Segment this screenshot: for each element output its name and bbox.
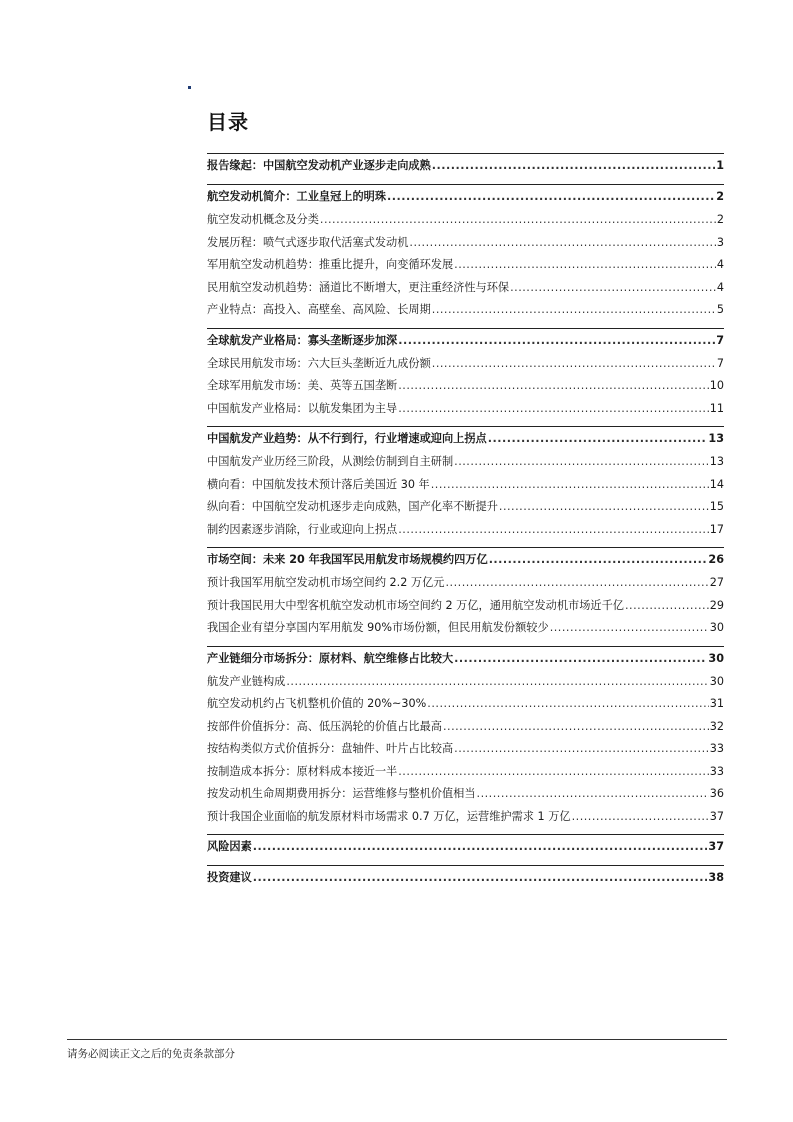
- toc-page-number: 15: [709, 500, 724, 513]
- toc-entry-text: 航空发动机简介：工业皇冠上的明珠: [207, 190, 387, 203]
- toc-dot-leader: [550, 617, 709, 640]
- toc-page-number: 17: [709, 522, 724, 536]
- toc-entry-text: 民用航空发动机趋势：涵道比不断增大，更注重经济性与环保: [207, 280, 510, 294]
- toc-entry-text: 制约因素逐步消除，行业或迎向上拐点: [207, 522, 398, 536]
- toc-page-number: 37: [709, 809, 724, 823]
- toc-entry-text: 纵向看：中国航空发动机逐步走向成熟，国产化率不断提升: [207, 500, 498, 513]
- toc-dot-leader: [443, 716, 709, 739]
- toc-subsection-entry[interactable]: [207, 595, 724, 618]
- toc-dot-leader: [454, 738, 709, 761]
- toc-page-number: 13: [708, 432, 724, 445]
- table-of-contents: [207, 153, 724, 890]
- toc-page-number: 30: [709, 621, 724, 634]
- toc-dot-leader: [625, 595, 709, 618]
- toc-subsection-entry[interactable]: [207, 806, 724, 829]
- toc-entry-text: 全球军用航发市场：美、英等五国垄断: [207, 379, 398, 392]
- toc-entry-text: 预计我国企业面临的航发原材料市场需求 0.7 万亿，运营维护需求 1 万亿: [207, 809, 571, 823]
- toc-subsection-entry[interactable]: [207, 519, 724, 542]
- toc-subsection-entry[interactable]: [207, 299, 724, 322]
- toc-subsection-entry[interactable]: [207, 617, 724, 640]
- toc-dot-leader: [398, 519, 709, 542]
- toc-page-number: 4: [716, 280, 724, 294]
- toc-dot-leader: [431, 474, 709, 497]
- toc-dot-leader: [432, 299, 716, 322]
- toc-dot-leader: [387, 185, 715, 209]
- toc-entry-text: 风险因素: [207, 840, 252, 853]
- toc-dot-leader: [445, 572, 708, 595]
- toc-entry-text: 航空发动机概念及分类: [207, 213, 319, 226]
- toc-subsection-entry[interactable]: [207, 474, 724, 497]
- toc-entry-text: 中国航发产业格局：以航发集团为主导: [207, 401, 398, 415]
- toc-page-number: 14: [709, 477, 724, 491]
- toc-section-entry[interactable]: [207, 866, 724, 890]
- toc-subsection-entry[interactable]: [207, 375, 724, 398]
- toc-subsection-entry[interactable]: [207, 277, 724, 300]
- toc-page-number: 33: [709, 764, 724, 778]
- toc-page-number: 32: [709, 719, 724, 733]
- toc-page-number: 29: [709, 598, 724, 612]
- toc-page-number: 36: [709, 787, 724, 800]
- toc-entry-text: 报告缘起：中国航空发动机产业逐步走向成熟: [207, 159, 431, 172]
- toc-subsection-entry[interactable]: [207, 671, 724, 694]
- toc-dot-leader: [398, 329, 715, 353]
- toc-page-number: 2: [716, 190, 724, 203]
- toc-page-number: 7: [716, 333, 724, 347]
- toc-entry-text: 我国企业有望分享国内军用航发 90%市场份额，但民用航发份额较少: [207, 621, 549, 634]
- toc-page-number: 30: [708, 651, 724, 665]
- toc-subsection-entry[interactable]: [207, 209, 724, 232]
- toc-dot-leader: [286, 671, 708, 694]
- toc-entry-text: 预计我国民用大中型客机航空发动机市场空间约 2 万亿，通用航空发动机市场近千亿: [207, 598, 624, 612]
- toc-page-number: 31: [709, 697, 724, 710]
- toc-dot-leader: [320, 209, 716, 232]
- toc-subsection-entry[interactable]: [207, 232, 724, 255]
- toc-dot-leader: [409, 232, 715, 255]
- toc-subsection-entry[interactable]: [207, 353, 724, 376]
- toc-page-number: 1: [716, 159, 724, 172]
- toc-entry-text: 航空发动机约占飞机整机价值的 20%~30%: [207, 697, 427, 710]
- toc-entry-text: 全球民用航发市场：六大巨头垄断近九成份额: [207, 356, 431, 370]
- toc-page-number: 13: [709, 455, 724, 468]
- toc-dot-leader: [499, 496, 709, 519]
- toc-entry-text: 航发产业链构成: [207, 674, 286, 688]
- footer-disclaimer: 请务必阅读正文之后的免责条款部分: [67, 1048, 235, 1060]
- toc-subsection-entry[interactable]: [207, 783, 724, 806]
- toc-section-entry[interactable]: [207, 548, 724, 572]
- toc-subsection-entry[interactable]: [207, 716, 724, 739]
- toc-subsection-entry[interactable]: [207, 761, 724, 784]
- toc-entry-text: 按发动机生命周期费用拆分：运营维修与整机价值相当: [207, 787, 476, 800]
- toc-subsection-entry[interactable]: [207, 572, 724, 595]
- toc-subsection-entry[interactable]: [207, 451, 724, 474]
- toc-subsection-entry[interactable]: [207, 496, 724, 519]
- toc-dot-leader: [454, 647, 707, 671]
- toc-dot-leader: [454, 451, 709, 474]
- toc-dot-leader: [488, 427, 708, 451]
- toc-dot-leader: [398, 398, 709, 421]
- toc-page-number: 2: [716, 213, 724, 226]
- toc-entry-text: 中国航发产业趋势：从不行到行，行业增速或迎向上拐点: [207, 432, 487, 445]
- toc-entry-text: 横向看：中国航发技术预计落后美国近 30 年: [207, 477, 430, 491]
- toc-dot-leader: [398, 761, 709, 784]
- toc-page-number: 27: [709, 576, 724, 589]
- toc-dot-leader: [432, 154, 715, 178]
- toc-page-number: 3: [716, 235, 724, 249]
- toc-section-entry[interactable]: [207, 185, 724, 209]
- toc-subsection-entry[interactable]: [207, 693, 724, 716]
- toc-dot-leader: [432, 353, 716, 376]
- toc-entry-text: 市场空间：未来 20 年我国军民用航发市场规模约四万亿: [207, 553, 488, 566]
- toc-subsection-entry[interactable]: [207, 398, 724, 421]
- toc-section-entry[interactable]: [207, 329, 724, 353]
- toc-page-number: 4: [716, 258, 724, 271]
- toc-dot-leader: [253, 866, 708, 890]
- toc-dot-leader: [477, 783, 709, 806]
- toc-page-number: 37: [708, 840, 724, 853]
- toc-page-number: 7: [716, 356, 724, 370]
- toc-page-number: 26: [708, 553, 724, 566]
- toc-entry-text: 投资建议: [207, 871, 252, 884]
- toc-entry-text: 全球航发产业格局：寡头垄断逐步加深: [207, 333, 398, 347]
- toc-dot-leader: [398, 375, 709, 398]
- toc-entry-text: 预计我国军用航空发动机市场空间约 2.2 万亿元: [207, 576, 445, 589]
- toc-entry-text: 军用航空发动机趋势：推重比提升，向变循环发展: [207, 258, 454, 271]
- corner-marker: [188, 86, 191, 89]
- toc-dot-leader: [489, 548, 708, 572]
- toc-title: 目录: [207, 110, 249, 134]
- toc-page-number: 10: [709, 379, 724, 392]
- toc-page-number: 30: [709, 674, 724, 688]
- toc-entry-text: 产业特点：高投入、高壁垒、高风险、长周期: [207, 303, 431, 316]
- toc-entry-text: 产业链细分市场拆分：原材料、航空维修占比较大: [207, 651, 454, 665]
- footer-divider: [67, 1039, 727, 1040]
- toc-page-number: 38: [708, 871, 724, 884]
- toc-section-entry[interactable]: [207, 427, 724, 451]
- toc-dot-leader: [572, 806, 709, 829]
- toc-page-number: 33: [709, 742, 724, 755]
- toc-section-entry[interactable]: [207, 835, 724, 859]
- toc-section-entry[interactable]: [207, 647, 724, 671]
- toc-entry-text: 发展历程：喷气式逐步取代活塞式发动机: [207, 235, 409, 249]
- toc-section-entry[interactable]: [207, 154, 724, 178]
- toc-entry-text: 中国航发产业历经三阶段，从测绘仿制到自主研制: [207, 455, 454, 468]
- toc-dot-leader: [427, 693, 708, 716]
- toc-subsection-entry[interactable]: [207, 254, 724, 277]
- toc-entry-text: 按结构类似方式价值拆分：盘轴件、叶片占比较高: [207, 742, 454, 755]
- toc-page-number: 5: [716, 303, 724, 316]
- toc-subsection-entry[interactable]: [207, 738, 724, 761]
- toc-entry-text: 按部件价值拆分：高、低压涡轮的价值占比最高: [207, 719, 442, 733]
- toc-page-number: 11: [709, 401, 724, 415]
- toc-dot-leader: [454, 254, 716, 277]
- toc-dot-leader: [510, 277, 716, 300]
- toc-entry-text: 按制造成本拆分：原材料成本接近一半: [207, 764, 398, 778]
- toc-dot-leader: [253, 835, 708, 859]
